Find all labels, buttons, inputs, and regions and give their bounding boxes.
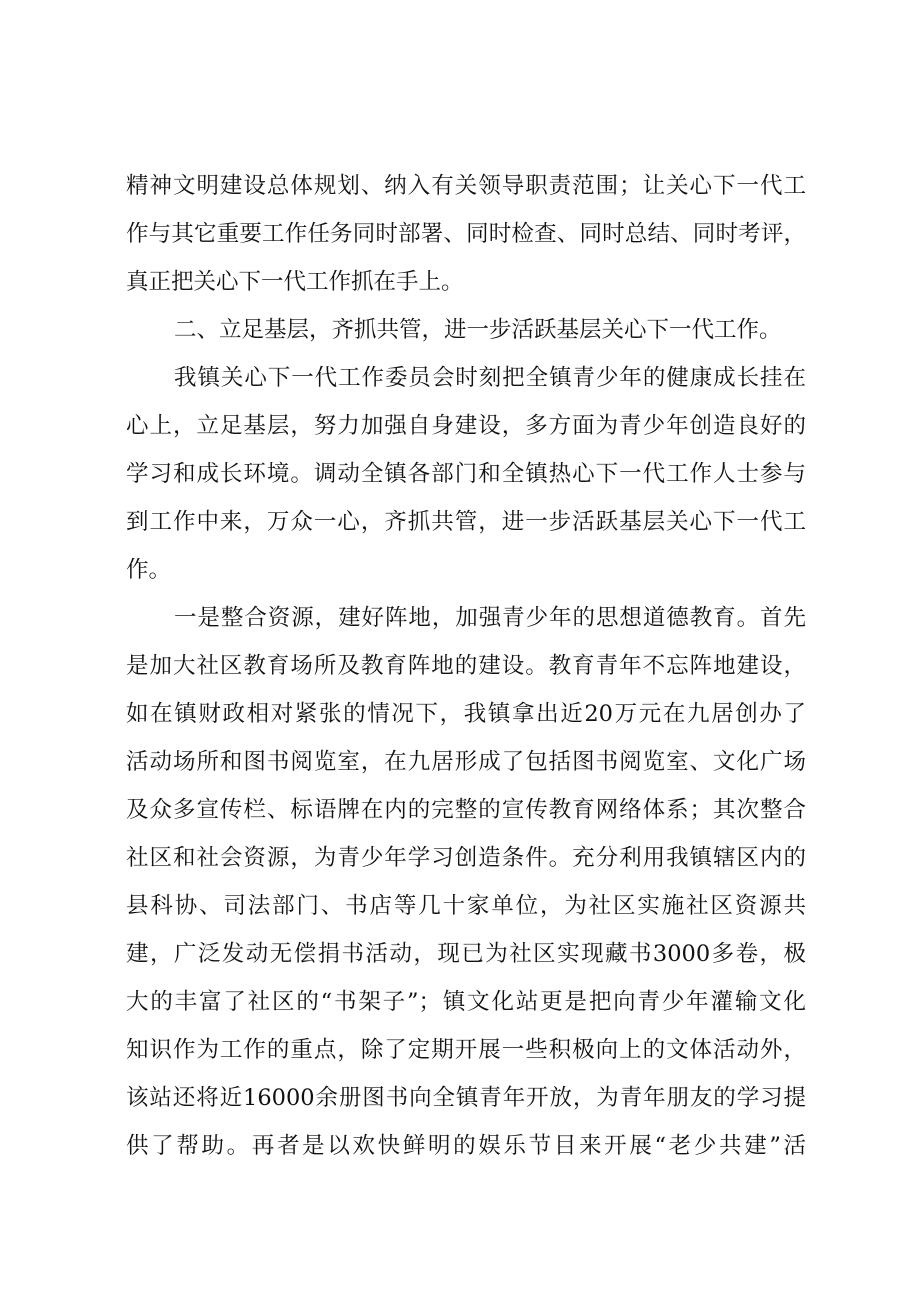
text-line: 我镇关心下一代工作委员会时刻把全镇青少年的健康成长挂在 — [174, 365, 806, 391]
text-line: 及众多宣传栏、标语牌在内的完整的宣传教育网络体系；其次整合 — [126, 797, 806, 823]
text-line: 建，广泛发动无偿捐书活动，现已为社区实现藏书3000多卷，极 — [126, 941, 806, 967]
text-line: 是加大社区教育场所及教育阵地的建设。教育青年不忘阵地建设， — [126, 653, 806, 679]
text-line: 真正把关心下一代工作抓在手上。 — [126, 269, 464, 295]
text-line: 供了帮助。再者是以欢快鲜明的娱乐节目来开展“老少共建”活 — [126, 1133, 806, 1159]
text-line: 该站还将近16000余册图书向全镇青年开放，为青年朋友的学习提 — [126, 1085, 806, 1111]
text-line: 到工作中来，万众一心，齐抓共管，进一步活跃基层关心下一代工 — [126, 509, 806, 535]
text-line: 社区和社会资源，为青少年学习创造条件。充分利用我镇辖区内的 — [126, 845, 806, 871]
text-line: 作。 — [126, 557, 172, 583]
section-heading: 二、立足基层，齐抓共管，进一步活跃基层关心下一代工作。 — [174, 317, 782, 343]
text-line: 学习和成长环境。调动全镇各部门和全镇热心下一代工作人士参与 — [126, 461, 806, 487]
text-line: 心上，立足基层，努力加强自身建设，多方面为青少年创造良好的 — [126, 413, 806, 439]
text-line: 县科协、司法部门、书店等几十家单位，为社区实施社区资源共 — [126, 893, 806, 919]
text-line: 活动场所和图书阅览室，在九居形成了包括图书阅览室、文化广场 — [126, 749, 806, 775]
text-line: 一是整合资源，建好阵地，加强青少年的思想道德教育。首先 — [174, 605, 806, 631]
text-line: 作与其它重要工作任务同时部署、同时检查、同时总结、同时考评， — [126, 221, 806, 247]
text-line: 大的丰富了社区的“书架子”；镇文化站更是把向青少年灌输文化 — [126, 989, 806, 1015]
text-line: 知识作为工作的重点，除了定期开展一些积极向上的文体活动外， — [126, 1037, 806, 1063]
text-line: 如在镇财政相对紧张的情况下，我镇拿出近20万元在九居创办了 — [126, 701, 806, 727]
text-line: 精神文明建设总体规划、纳入有关领导职责范围；让关心下一代工 — [126, 173, 806, 199]
